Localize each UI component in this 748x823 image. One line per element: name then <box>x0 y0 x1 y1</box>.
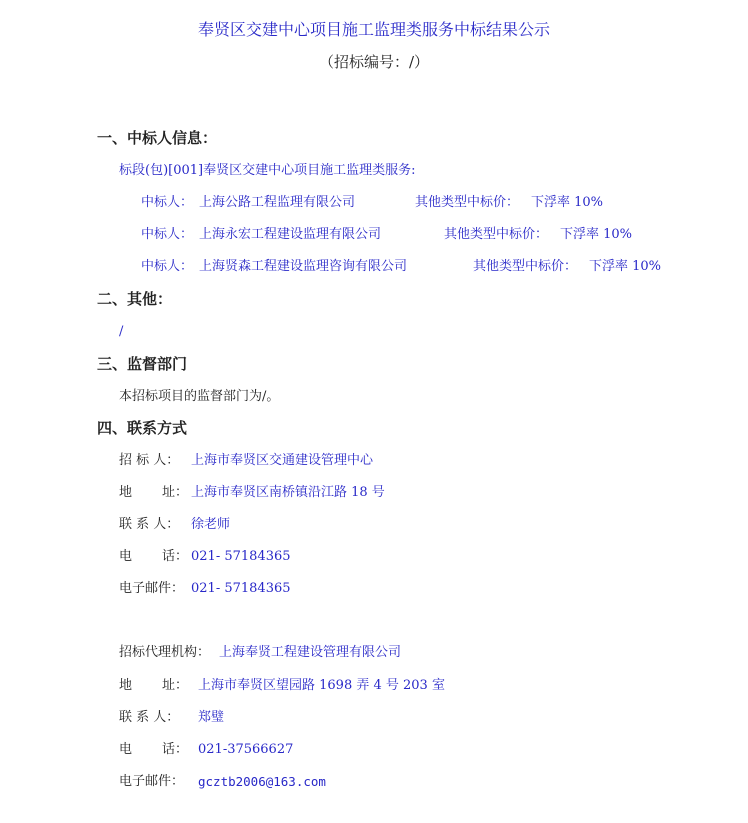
winner-price-label: 其他类型中标价： <box>415 195 520 210</box>
tenderer-email-label: 电子邮件： <box>119 581 185 596</box>
agency-name-label: 招标代理机构： <box>119 645 211 660</box>
tenderer-phone: 021- 57184365 <box>191 549 291 564</box>
tenderer-address: 上海市奉贤区南桥镇沿江路 18 号 <box>191 485 385 500</box>
section-other-heading: 二、其他： <box>97 290 173 308</box>
tenderer-address-label-suffix: 址： <box>162 485 189 500</box>
winner-price: 下浮率 10% <box>531 195 604 210</box>
tenderer-address-label: 地 <box>119 485 133 500</box>
tenderer-name: 上海市奉贤区交通建设管理中心 <box>191 453 374 468</box>
agency-phone-label: 电 <box>119 742 133 757</box>
section-supervision-heading: 三、监督部门 <box>97 355 188 373</box>
winner-label: 中标人： <box>141 195 194 210</box>
agency-address-label: 地 <box>119 678 133 693</box>
winner-label: 中标人： <box>141 259 194 274</box>
winner-price-label: 其他类型中标价： <box>473 259 578 274</box>
tenderer-phone-label-suffix: 话： <box>162 549 189 564</box>
winner-name: 上海永宏工程建设监理有限公司 <box>199 227 382 242</box>
page-title: 奉贤区交建中心项目施工监理类服务中标结果公示 <box>197 20 550 39</box>
winner-name: 上海公路工程监理有限公司 <box>199 195 356 210</box>
tenderer-contact: 徐老师 <box>191 517 231 532</box>
winner-name: 上海贤森工程建设监理咨询有限公司 <box>199 259 408 274</box>
winner-price: 下浮率 10% <box>589 259 662 274</box>
winner-price: 下浮率 10% <box>560 227 633 242</box>
tenderer-contact-label: 联 系 人： <box>119 517 180 532</box>
other-content: / <box>119 324 124 339</box>
section-contact-heading: 四、联系方式 <box>97 419 188 437</box>
tenderer-email: 021- 57184365 <box>191 581 291 596</box>
agency-address: 上海市奉贤区望园路 1698 弄 4 号 203 室 <box>198 678 445 693</box>
agency-contact: 郑璧 <box>198 710 225 725</box>
agency-name: 上海奉贤工程建设管理有限公司 <box>219 645 402 660</box>
bid-number: （招标编号：/） <box>318 53 430 71</box>
agency-email: gcztb2006@163.com <box>198 774 326 789</box>
agency-address-label-suffix: 址： <box>162 678 189 693</box>
agency-email-label: 电子邮件： <box>119 774 185 789</box>
supervision-content: 本招标项目的监督部门为/。 <box>119 389 280 404</box>
agency-phone-label-suffix: 话： <box>162 742 189 757</box>
section-winner-heading: 一、中标人信息： <box>97 129 218 147</box>
lot-title: 标段(包)[001]奉贤区交建中心项目施工监理类服务: <box>119 163 416 178</box>
winner-label: 中标人： <box>141 227 194 242</box>
agency-contact-label: 联 系 人： <box>119 710 180 725</box>
agency-phone: 021-37566627 <box>198 742 294 757</box>
tenderer-phone-label: 电 <box>119 549 133 564</box>
winner-price-label: 其他类型中标价： <box>444 227 549 242</box>
tenderer-name-label: 招 标 人： <box>119 453 180 468</box>
